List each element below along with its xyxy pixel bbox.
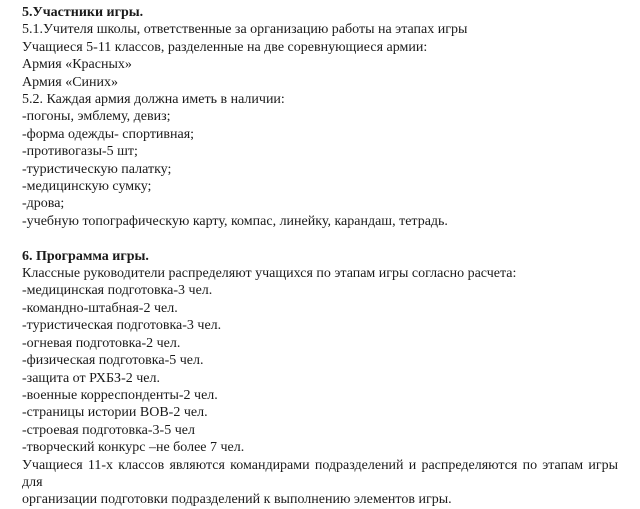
document-line: -военные корреспонденты-2 чел. — [22, 387, 218, 403]
document-line: Учащиеся 5-11 классов, разделенные на две соревнующиеся армии: — [22, 39, 428, 55]
document-line: -огневая подготовка-2 чел. — [22, 335, 181, 351]
document-line: -строевая подготовка-3-5 чел — [22, 422, 195, 438]
document-line: Армия «Синих» — [22, 74, 119, 90]
document-line: -медицинская подготовка-3 чел. — [22, 283, 213, 299]
document-line: -творческий конкурс –не более 7 чел. — [22, 440, 245, 456]
document-line: -противогазы-5 шт; — [22, 144, 138, 160]
document-line: -туристическую палатку; — [22, 161, 172, 177]
document-line: -дрова; — [22, 196, 65, 212]
document-line: 5.2. Каждая армия должна иметь в наличии: — [22, 92, 285, 108]
section6-heading: 6. Программа игры. — [22, 248, 149, 264]
document-line: -туристическая подготовка-3 чел. — [22, 318, 222, 334]
document-line: -страницы истории ВОВ-2 чел. — [22, 405, 208, 421]
document-line: -форма одежды- спортивная; — [22, 126, 195, 142]
closing-paragraph-last-line: организации подготовки подразделений к выполнению элементов игры. — [22, 492, 452, 508]
document-line: -командно-штабная-2 чел. — [22, 300, 178, 316]
document-line: -медицинскую сумку; — [22, 179, 152, 195]
document-line: Классные руководители распределяют учащихся по этапам игры согласно расчета: — [22, 266, 517, 282]
document-line: -погоны, эмблему, девиз; — [22, 109, 171, 125]
document-line: -защита от РХБЗ-2 чел. — [22, 370, 160, 386]
section5-heading: 5.Участники игры. — [22, 5, 144, 20]
document-line: 5.1.Учителя школы, ответственные за организацию работы на этапах игры — [22, 22, 468, 38]
document-line: -учебную топографическую карту, компас, линейку, карандаш, тетрадь. — [22, 213, 448, 229]
document-line: -физическая подготовка-5 чел. — [22, 353, 204, 369]
closing-paragraph-justified-line: Учащиеся 11-х классов являются командирами подразделений и распределяются по этапам игры для — [22, 457, 618, 490]
blank-line — [22, 230, 618, 247]
document-line: Армия «Красных» — [22, 57, 132, 73]
